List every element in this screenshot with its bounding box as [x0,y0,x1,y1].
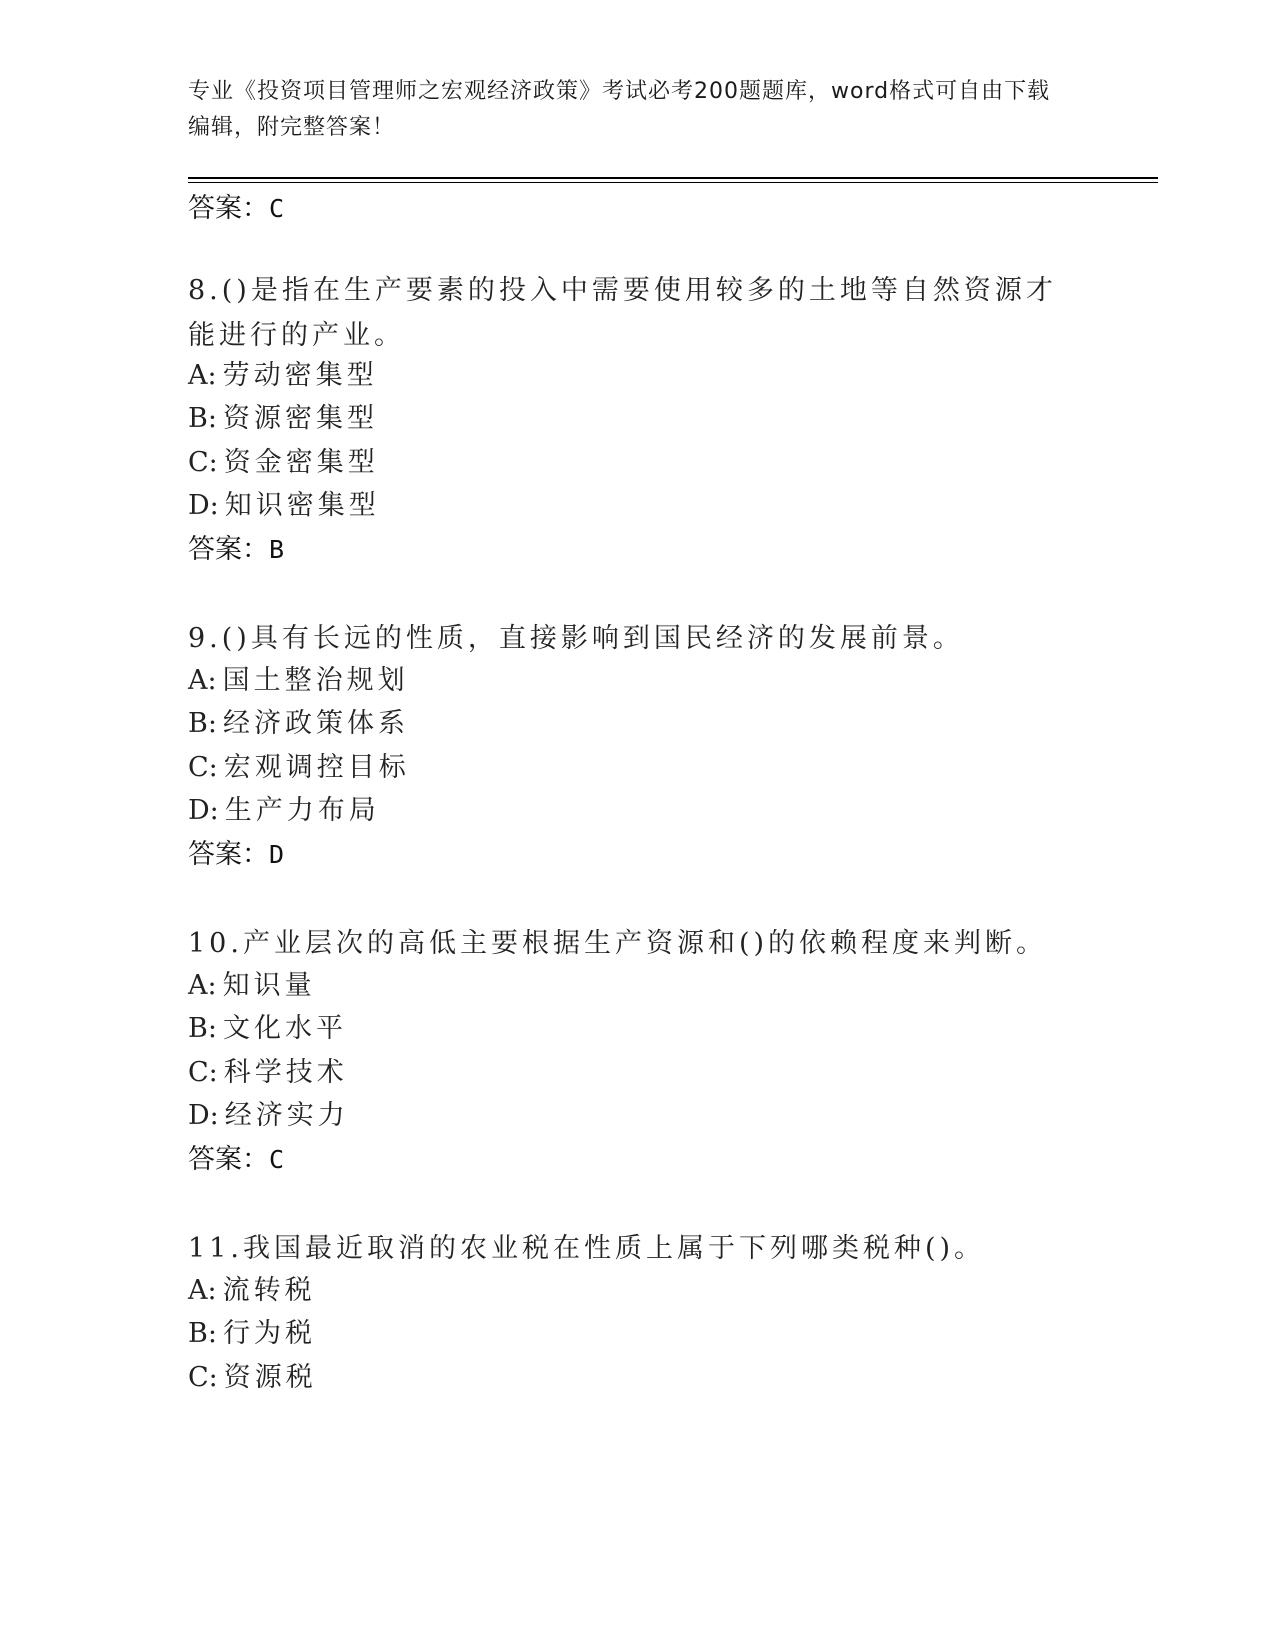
answer-line [188,533,284,567]
answer-value: B [269,535,285,564]
option-text: 资源税 [223,1362,317,1393]
answer-label: 答案： [188,1144,269,1175]
answer-label: 答案： [188,193,269,224]
question-stem: 11.我国最近取消的农业税在性质上属于下列哪类税种()。 [188,1233,986,1264]
answer-line [188,192,284,226]
option-letter: C: [188,1057,218,1088]
option-letter: B: [188,1318,217,1349]
option-text: 行为税 [222,1318,316,1349]
option-item [188,1317,316,1351]
option-letter: B: [188,403,217,434]
option-item [188,794,380,828]
option-text: 科学技术 [223,1057,348,1088]
option-item [188,402,378,436]
answer-value: C [269,1145,285,1174]
option-text: 流转税 [222,1275,316,1306]
option-letter: A: [188,360,217,391]
option-text: 经济实力 [224,1100,349,1131]
option-letter: C: [188,752,218,783]
option-letter: D: [188,1100,219,1131]
option-item [188,969,316,1003]
option-text: 国土整治规划 [222,665,409,696]
option-letter: A: [188,1275,217,1306]
option-text: 劳动密集型 [222,360,378,391]
option-item [188,446,379,480]
option-letter: A: [188,665,217,696]
option-item [188,359,378,393]
option-letter: A: [188,970,217,1001]
option-text: 文化水平 [222,1013,347,1044]
option-item [188,664,409,698]
option-text: 资金密集型 [223,447,379,478]
answer-label: 答案： [188,534,269,565]
option-item [188,751,410,785]
header-divider-thick [188,177,1158,179]
option-item [188,1099,349,1133]
header-divider-thin [188,182,1158,183]
option-text: 资源密集型 [222,403,378,434]
option-item [188,1274,316,1308]
option-text: 宏观调控目标 [223,752,410,783]
option-item [188,707,409,741]
question-stem: 9.()具有长远的性质，直接影响到国民经济的发展前景。 [188,623,964,654]
answer-line [188,1143,284,1177]
option-letter: D: [188,490,219,521]
option-letter: B: [188,708,217,739]
option-item [188,1361,317,1395]
option-letter: C: [188,447,218,478]
option-text: 经济政策体系 [222,708,409,739]
option-item [188,489,380,523]
question-stem: 10.产业层次的高低主要根据生产资源和()的依赖程度来判断。 [188,928,1048,959]
answer-value: C [269,194,285,223]
answer-label: 答案： [188,839,269,870]
answer-line [188,838,284,872]
option-item [188,1056,348,1090]
question-stem: 8.()是指在生产要素的投入中需要使用较多的土地等自然资源才能进行的产业。 [188,275,1057,351]
document-header: 专业《投资项目管理师之宏观经济政策》考试必考200题题库，word格式可自由下载编辑，附完整答案！ [188,79,1051,140]
option-letter: C: [188,1362,218,1393]
answer-value: D [269,840,285,869]
option-text: 生产力布局 [224,795,380,826]
option-item [188,1012,347,1046]
option-text: 知识量 [222,970,316,1001]
option-letter: B: [188,1013,217,1044]
option-letter: D: [188,795,219,826]
option-text: 知识密集型 [224,490,380,521]
